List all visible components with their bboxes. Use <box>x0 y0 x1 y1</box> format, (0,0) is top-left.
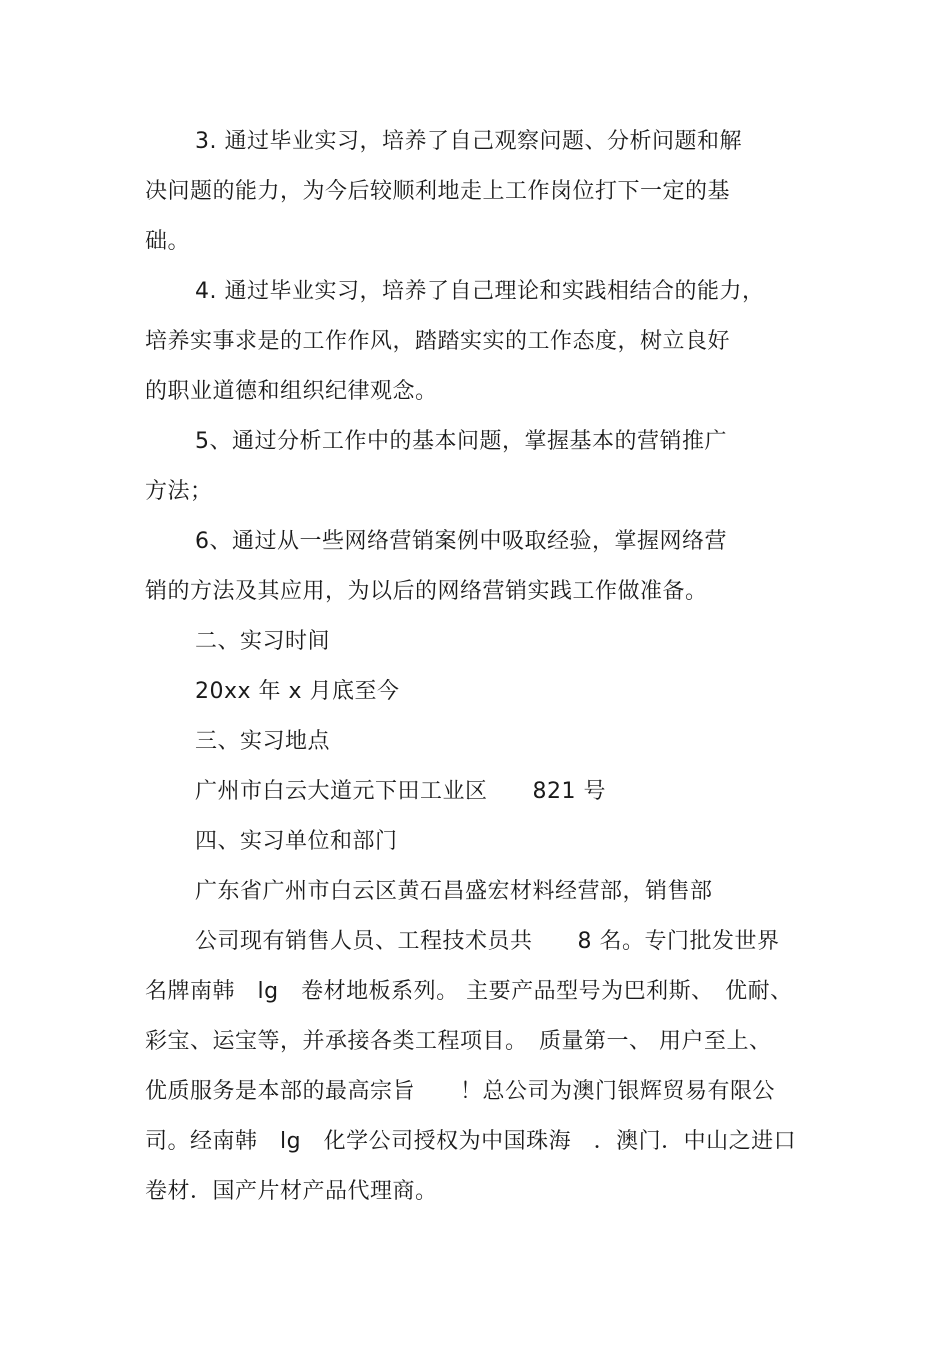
company-paragraph-line-3: 彩宝、运宝等，并承接各类工程项目。 质量第一、 用户至上、 <box>145 1029 772 1054</box>
company-paragraph-line-6: 卷材．国产片材产品代理商。 <box>145 1179 438 1204</box>
paragraph-4-line-3: 的职业道德和组织纪律观念。 <box>145 379 438 404</box>
internship-time-text: 20xx 年 x 月底至今 <box>195 679 400 704</box>
company-paragraph-line-1: 公司现有销售人员、工程技术员共 8 名。专门批发世界 <box>195 929 780 954</box>
company-paragraph-line-2: 名牌南韩 lg 卷材地板系列。 主要产品型号为巴利斯、 优耐、 <box>145 979 793 1004</box>
paragraph-6-line-1: 6、通过从一些网络营销案例中吸取经验，掌握网络营 <box>195 529 727 554</box>
company-paragraph-line-5: 司。经南韩 lg 化学公司授权为中国珠海 ．澳门．中山之进口 <box>145 1129 797 1154</box>
section-heading-location: 三、实习地点 <box>195 729 331 754</box>
paragraph-3-line-3: 础。 <box>145 229 191 254</box>
section-heading-unit: 四、实习单位和部门 <box>195 829 398 854</box>
paragraph-4-line-1: 4. 通过毕业实习，培养了自己理论和实践相结合的能力， <box>195 279 765 304</box>
paragraph-3-line-2: 决问题的能力，为今后较顺利地走上工作岗位打下一定的基 <box>145 179 731 204</box>
section-heading-time: 二、实习时间 <box>195 629 331 654</box>
paragraph-6-line-2: 销的方法及其应用，为以后的网络营销实践工作做准备。 <box>145 579 708 604</box>
company-paragraph-line-4: 优质服务是本部的最高宗旨 ！总公司为澳门银辉贸易有限公 <box>145 1079 776 1104</box>
paragraph-4-line-2: 培养实事求是的工作作风，踏踏实实的工作态度，树立良好 <box>145 329 731 354</box>
paragraph-5-line-1: 5、通过分析工作中的基本问题，掌握基本的营销推广 <box>195 429 727 454</box>
internship-location-text: 广州市白云大道元下田工业区 821 号 <box>195 779 606 804</box>
internship-unit-text: 广东省广州市白云区黄石昌盛宏材料经营部，销售部 <box>195 879 713 904</box>
paragraph-5-line-2: 方法； <box>145 479 213 504</box>
paragraph-3-line-1: 3. 通过毕业实习，培养了自己观察问题、分析问题和解 <box>195 129 742 154</box>
